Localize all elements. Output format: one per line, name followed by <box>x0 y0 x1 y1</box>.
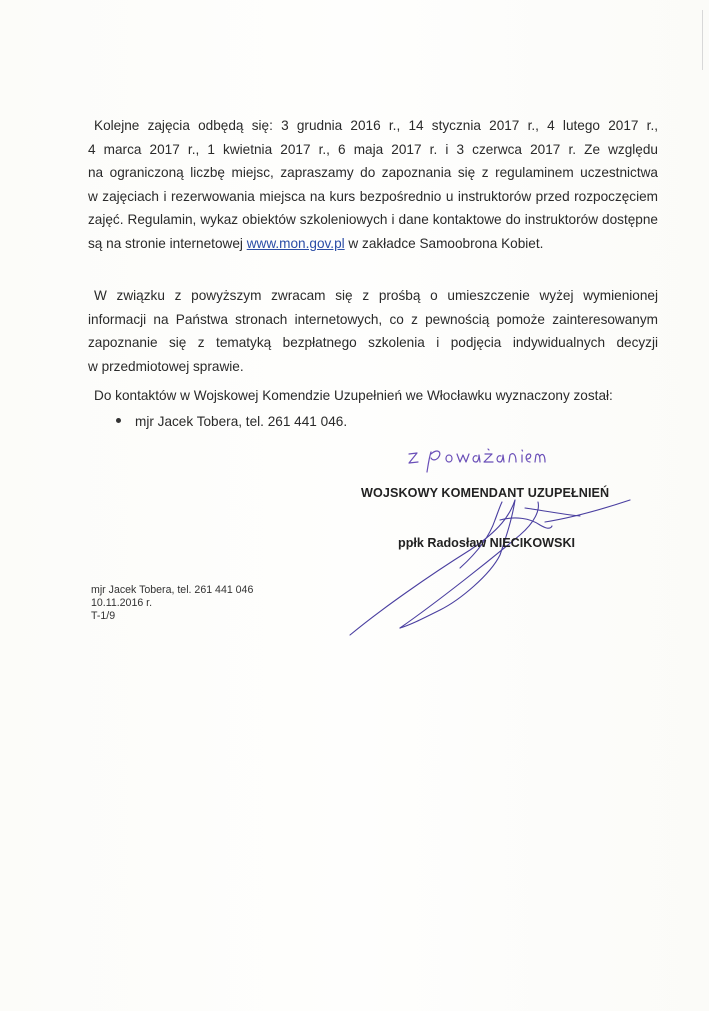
signature-scribble <box>340 480 640 645</box>
contact-bullet-item <box>116 410 347 433</box>
commander-title: WOJSKOWY KOMENDANT UZUPEŁNIEŃ <box>361 486 610 500</box>
paragraph-line: w przedmiotowej sprawie. <box>88 358 244 374</box>
footer-author: mjr Jacek Tobera, tel. 261 441 046 <box>91 584 254 596</box>
paragraph-line: zapoznanie się z tematyką bezpłatnego szkolenia i podjęcia indywidualnych decyzji <box>88 335 658 351</box>
paragraph-request <box>88 284 658 378</box>
paragraph-line: informacji na Państwa stronach internetowych, co z pewnością pomoże zainteresowanym <box>88 311 658 327</box>
handwritten-greeting-icon <box>405 440 555 474</box>
commander-name: ppłk Radosław NIECIKOWSKI <box>398 536 576 550</box>
paragraph-next-sessions <box>88 114 658 256</box>
document-footer <box>91 584 253 623</box>
paragraph-line: w zajęciach i rezerwowania miejsca na kurs bezpośrednio u instruktorów przed rozpoczęciem <box>88 188 658 204</box>
paragraph-line: 4 marca 2017 r., 1 kwietnia 2017 r., 6 maja 2017 r. i 3 czerwca 2017 r. Ze względu <box>88 141 658 157</box>
handwritten-greeting <box>405 440 555 479</box>
paragraph-line: Kolejne zajęcia odbędą się: 3 grudnia 2016 r., 14 stycznia 2017 r., 4 lutego 2017 r., <box>94 118 658 133</box>
signature-icon <box>340 480 640 640</box>
link-prefix-text: są na stronie internetowej <box>88 235 247 251</box>
bullet-icon <box>116 418 121 423</box>
paragraph-contact <box>88 384 658 408</box>
paragraph-line: Do kontaktów w Wojskowej Komendzie Uzupełnień we Włocławku wyznaczony został: <box>94 388 613 403</box>
paragraph-line: zajęć. Regulamin, wykaz obiektów szkoleniowych i dane kontaktowe do instruktorów dostępne <box>88 212 658 228</box>
website-link[interactable]: www.mon.gov.pl <box>246 235 345 251</box>
footer-reference: T-1/9 <box>91 610 116 622</box>
footer-date: 10.11.2016 r. <box>91 597 153 609</box>
link-suffix-text: w zakładce Samoobrona Kobiet. <box>344 235 544 251</box>
scan-edge-mark <box>702 10 703 70</box>
paragraph-line-with-link <box>88 232 658 256</box>
paragraph-line: na ograniczoną liczbę miejsc, zapraszamy do zapoznania się z regulaminem uczestnictwa <box>88 165 658 181</box>
paragraph-line: W związku z powyższym zwracam się z prośbą o umieszczenie wyżej wymienionej <box>94 288 658 303</box>
contact-person-text: mjr Jacek Tobera, tel. 261 441 046. <box>135 414 348 429</box>
